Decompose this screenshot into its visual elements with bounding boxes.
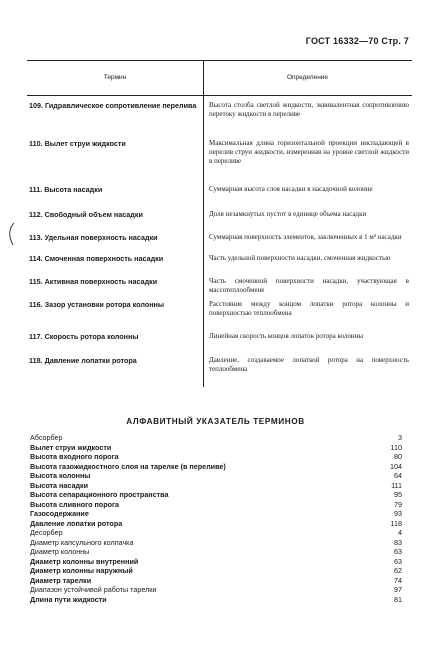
index-entry <box>30 547 402 557</box>
index-entry <box>30 595 402 605</box>
index-number: 63 <box>394 556 402 566</box>
definition-cell: Расстояние между концом лопатки ротора колонны и поверхностью теплообмена <box>209 300 409 317</box>
index-entry <box>30 500 402 510</box>
index-term: Газосодержание <box>30 509 89 518</box>
index-entry <box>30 557 402 567</box>
index-entry <box>30 576 402 586</box>
index-term: Высота входного порога <box>30 452 119 461</box>
index-title: АЛФАВИТНЫЙ УКАЗАТЕЛЬ ТЕРМИНОВ <box>126 417 305 426</box>
index-number: 81 <box>394 594 402 604</box>
index-number: 104 <box>390 461 402 471</box>
index-number: 97 <box>394 585 402 594</box>
index-term: Диаметр колонны наружный <box>30 566 133 575</box>
definition-cell: Доля незамкнутых пустот в единице объема насадки <box>209 210 367 218</box>
index-number: 4 <box>398 528 402 537</box>
index-entry <box>30 471 402 481</box>
index-number: 110 <box>390 442 402 452</box>
index-entry <box>30 481 402 491</box>
term-cell: 109. Гидравлическое сопротивление перелива <box>29 101 197 110</box>
index-number: 79 <box>394 499 402 509</box>
definition-cell: Высота столба светлой жидкости, эквивалентная сопротивлению перетоку жидкости в переливе <box>209 101 409 118</box>
term-cell: 115. Активная поверхность насадки <box>29 277 158 286</box>
index-term: Диаметр тарелки <box>30 575 92 585</box>
alphabetical-index <box>30 433 402 604</box>
index-number: 118 <box>390 518 402 528</box>
index-term: Высота колонны <box>30 471 91 480</box>
index-term: Диаметр капсульного колпачка <box>30 537 134 547</box>
index-number: 83 <box>394 537 402 547</box>
index-number: 95 <box>394 490 402 499</box>
term-cell: 113. Удельная поверхность насадки <box>29 233 158 242</box>
index-term: Высота сливного порога <box>30 499 119 509</box>
definition-cell: Часть удельной поверхности насадки, смоченная жидкостью <box>209 254 391 262</box>
index-term: Вылет струи жидкости <box>30 442 112 452</box>
term-cell: 118. Давление лопатки ротора <box>29 356 137 365</box>
index-entry <box>30 443 402 453</box>
terms-table <box>27 60 412 373</box>
index-entry <box>30 509 402 519</box>
term-cell: 116. Зазор установки ротора колонны <box>29 300 165 309</box>
margin-pencil-mark <box>8 222 16 246</box>
index-entry <box>30 452 402 462</box>
index-term: Диаметр колонны <box>30 547 90 556</box>
definition-cell: Суммарная поверхность элементов, заключенных в 1 м³ насадки <box>209 233 402 241</box>
index-number: 62 <box>394 566 402 575</box>
term-cell: 112. Свободный объем насадки <box>29 210 143 219</box>
definition-cell: Давление, создаваемое лопаткой ротора на поверхность теплообмена <box>209 356 409 373</box>
index-term: Диапазон устойчивой работы тарелки <box>30 585 157 594</box>
column-header-definition: Определение <box>286 74 329 81</box>
index-term: Абсорбер <box>30 433 63 442</box>
term-cell: 110. Вылет струи жидкости <box>29 139 126 148</box>
index-term: Диаметр колонны внутренний <box>30 556 139 566</box>
index-term: Высота газожидкостного слоя на тарелке (в переливе) <box>30 461 226 471</box>
index-entry <box>30 462 402 472</box>
index-term: Десорбер <box>30 528 63 537</box>
index-number: 74 <box>394 575 402 585</box>
index-number: 3 <box>398 433 402 442</box>
index-number: 80 <box>394 452 402 461</box>
definition-cell: Суммарная высота слоя насадки в насадочной колонне <box>209 185 373 193</box>
index-term: Высота сепарационного пространства <box>30 490 169 499</box>
index-term: Высота насадки <box>30 480 89 490</box>
table-header <box>27 61 412 96</box>
index-entry <box>30 528 402 538</box>
term-cell: 114. Смоченная поверхность насадки <box>29 254 164 263</box>
index-entry <box>30 490 402 500</box>
definition-cell: Линейная скорость концов лопаток ротора колонны <box>209 332 364 340</box>
index-number: 93 <box>394 509 402 518</box>
definition-cell: Часть смоченной поверхности насадки, участвующая в массотеплообмене <box>209 277 409 294</box>
index-entry <box>30 519 402 529</box>
index-entry <box>30 585 402 595</box>
index-entry <box>30 433 402 443</box>
column-header-term: Термин <box>103 74 127 81</box>
index-number: 64 <box>394 471 402 480</box>
index-term: Давление лопатки ротора <box>30 518 123 528</box>
index-entry <box>30 538 402 548</box>
index-number: 111 <box>391 480 402 490</box>
term-cell: 117. Скорость ротора колонны <box>29 332 139 341</box>
definition-cell: Максимальная длина горизонтальной проекции ниспадающей в перелив струи жидкости, измеренная на уровне светлой жидкости в переливе <box>209 139 409 165</box>
page-header: ГОСТ 16332—70 Стр. 7 <box>305 36 409 46</box>
index-entry <box>30 566 402 576</box>
index-number: 63 <box>394 547 402 556</box>
term-cell: 111. Высота насадки <box>29 185 103 194</box>
column-divider <box>203 61 204 387</box>
index-term: Длина пути жидкости <box>30 594 107 604</box>
